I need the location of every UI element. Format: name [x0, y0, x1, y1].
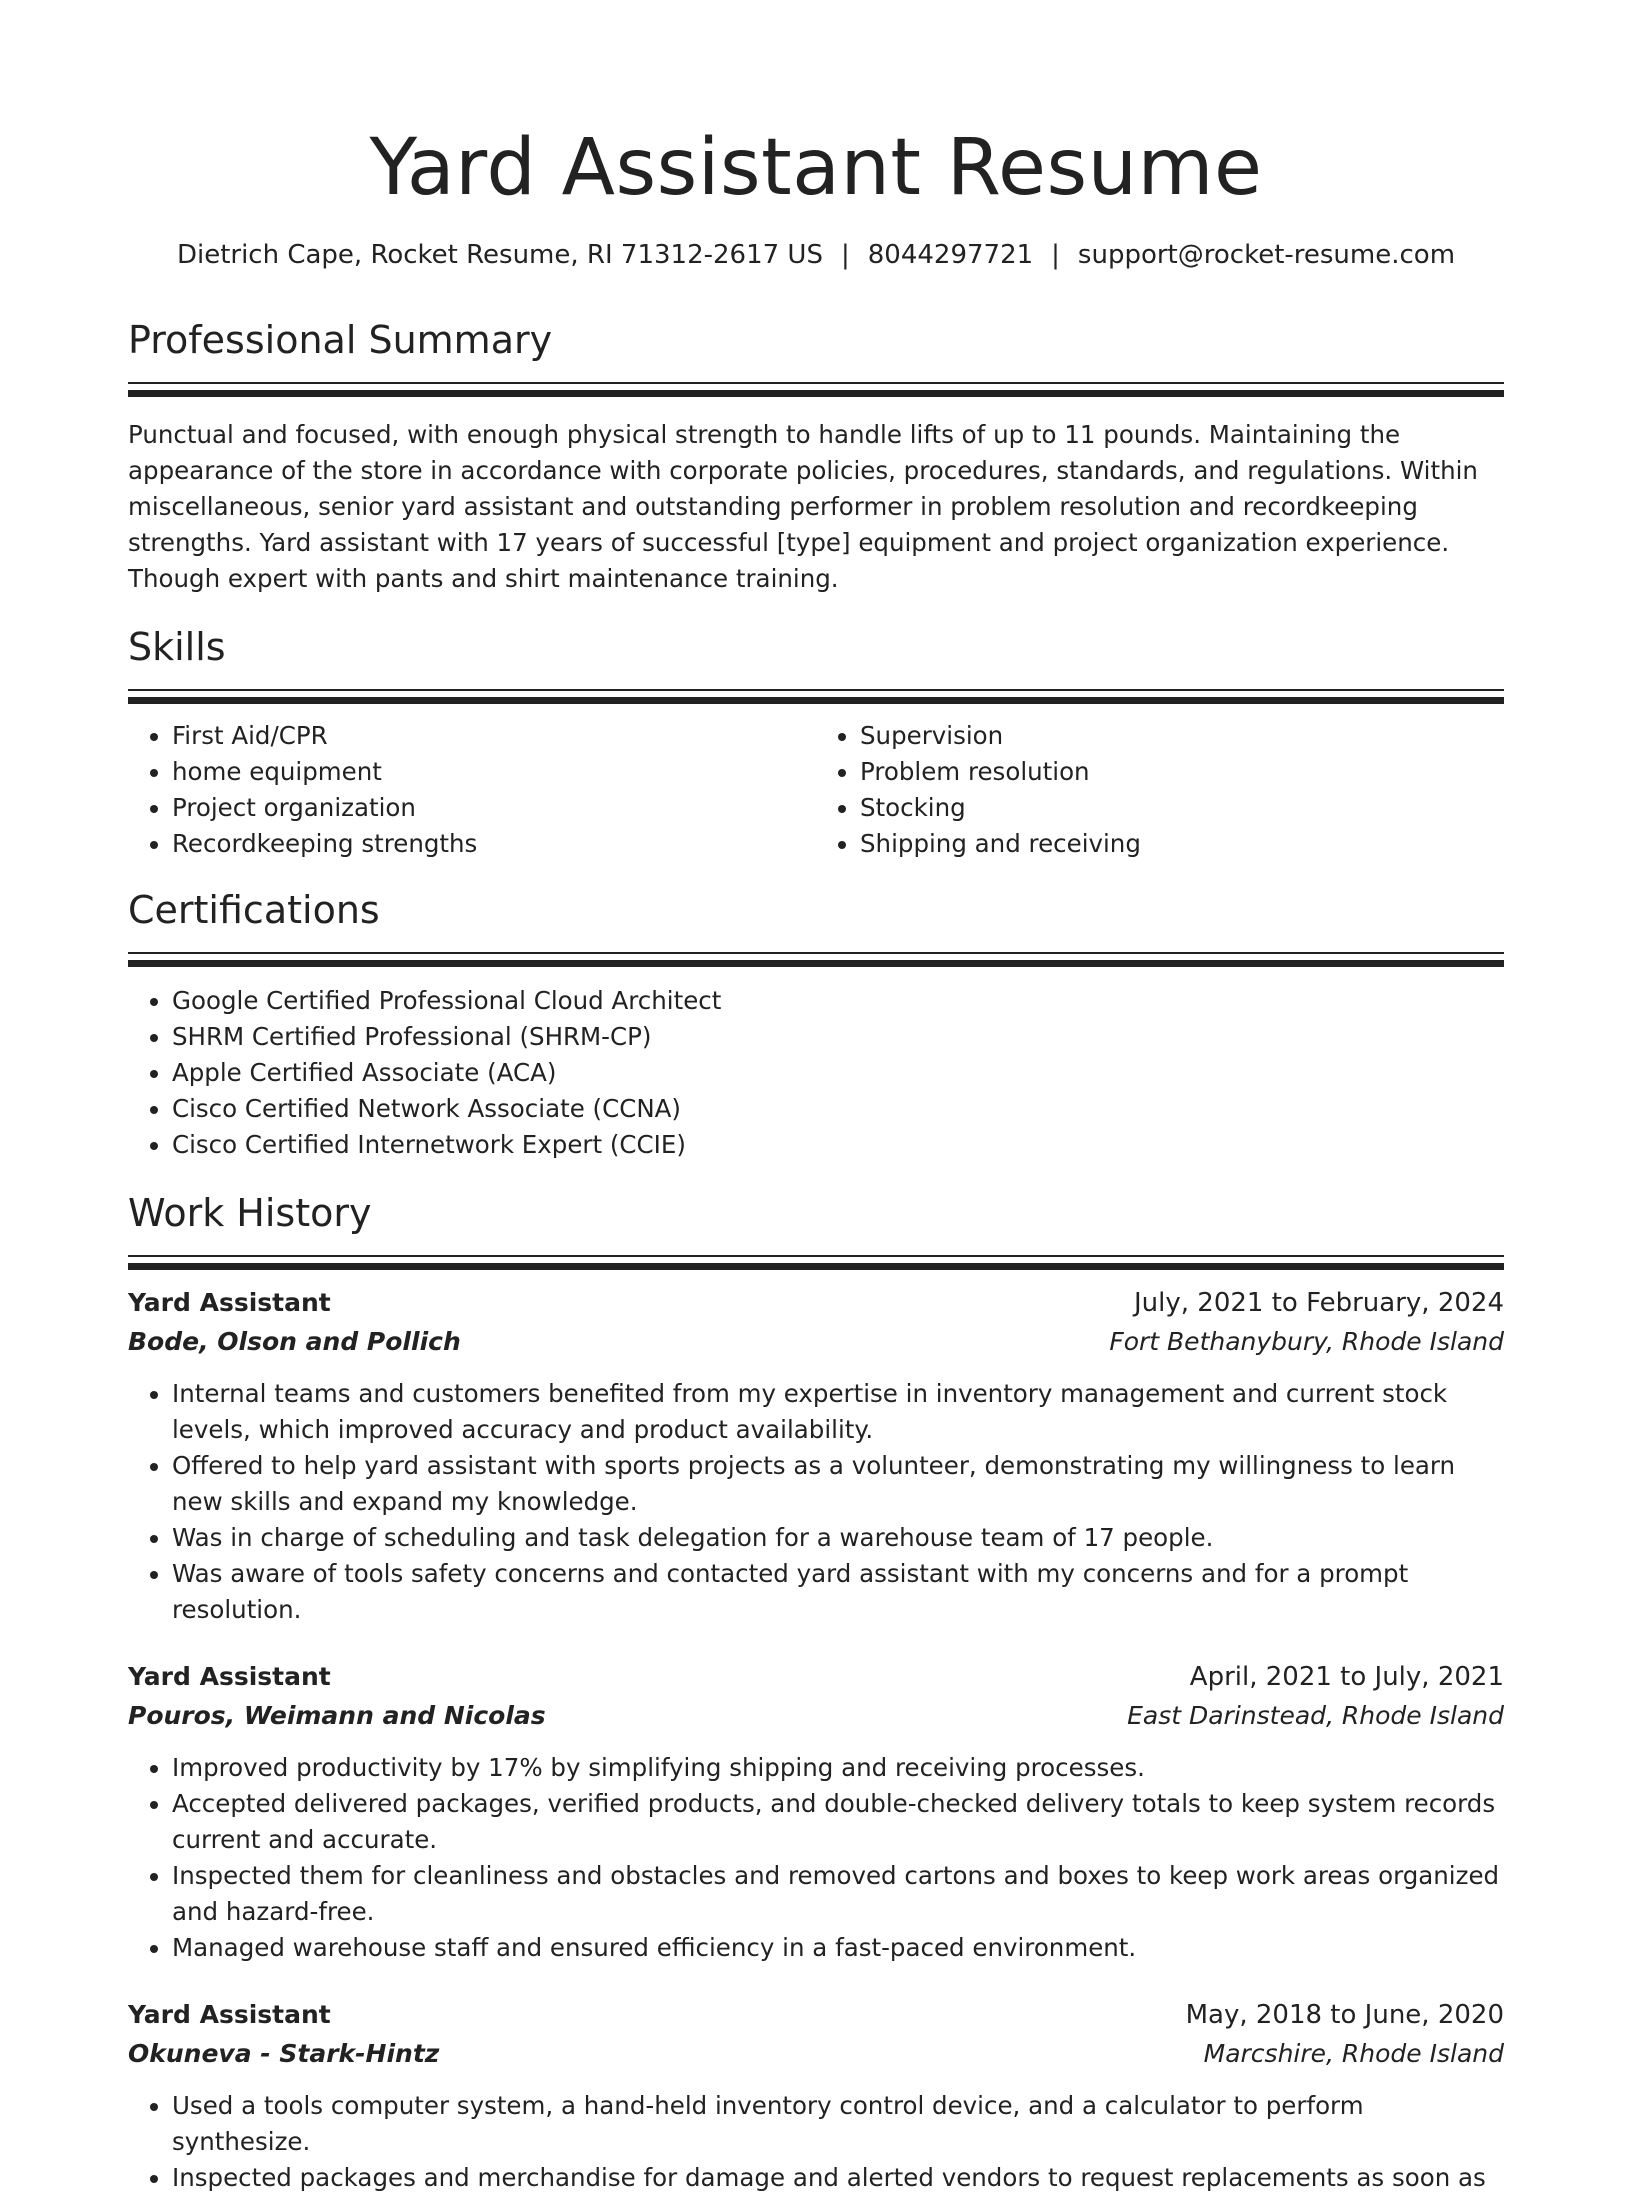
job-company: Okuneva - Stark-Hintz [128, 2039, 440, 2068]
skill-item: • Shipping and receiving [860, 826, 1504, 862]
skill-item: • Problem resolution [860, 754, 1504, 790]
job-entry [128, 1284, 1504, 1628]
certification-item: • Cisco Certified Internetwork Expert (CCIE) [172, 1127, 1504, 1163]
job-header-row [128, 1658, 1504, 1696]
section-rule-thin [128, 382, 1504, 384]
job-dates: July, 2021 to February, 2024 [1134, 1288, 1504, 1318]
summary-text: Punctual and focused, with enough physical strength to handle lifts of up to 11 pounds. Maintaining the appearance of the store in accordance with corporate policies, procedures, standards, and regulations. Within miscellaneous, senior yard assistant and outstanding performer in problem resolution and recordkeeping strengths. Yard assistant with 17 years of successful [type] equipment and project organization experience. Though expert with pants and shirt maintenance training. [128, 420, 1478, 593]
certifications-list [128, 983, 1504, 1163]
job-bullet: • Internal teams and customers benefited from my expertise in inventory management and current stock levels, which improved accuracy and product availability. [172, 1376, 1504, 1448]
contact-phone: 8044297721 [867, 240, 1034, 270]
job-location: East Darinstead, Rhode Island [1127, 1701, 1504, 1730]
work-history-heading: Work History [128, 1191, 372, 1235]
certification-item: • SHRM Certified Professional (SHRM-CP) [172, 1019, 1504, 1055]
contact-separator: | [840, 240, 850, 270]
summary-heading: Professional Summary [128, 318, 553, 362]
contact-separator: | [1051, 240, 1060, 270]
section-rule-thick [128, 960, 1504, 967]
job-bullets [128, 1750, 1504, 1966]
section-rule-thick [128, 697, 1504, 704]
job-bullet: • Was aware of tools safety concerns and contacted yard assistant with my concerns and for a prompt resolution. [172, 1556, 1504, 1628]
skill-item: • home equipment [172, 754, 816, 790]
section-rule-thin [128, 689, 1504, 691]
work-history-section [128, 1189, 1504, 2196]
job-bullet: • Inspected them for cleanliness and obstacles and removed cartons and boxes to keep work areas organized and hazard-free. [172, 1858, 1504, 1930]
summary-section [128, 316, 1504, 597]
certifications-section [128, 886, 1504, 1163]
section-rule-thick [128, 390, 1504, 397]
contact-line [128, 238, 1504, 272]
skills-list-left [128, 718, 816, 862]
job-entry [128, 1658, 1504, 1966]
skills-list-right [816, 718, 1504, 862]
job-bullet: • Inspected packages and merchandise for damage and alerted vendors to request replacements as soon as [172, 2160, 1504, 2196]
certification-item: • Cisco Certified Network Associate (CCNA) [172, 1091, 1504, 1127]
job-header-row [128, 1996, 1504, 2034]
skills-heading: Skills [128, 625, 226, 669]
skill-item: • Supervision [860, 718, 1504, 754]
job-title: Yard Assistant [128, 1288, 331, 1317]
job-title: Yard Assistant [128, 1662, 331, 1691]
job-bullets [128, 1376, 1504, 1628]
skills-section [128, 623, 1504, 862]
skill-item: • Project organization [172, 790, 816, 826]
certifications-heading: Certifications [128, 888, 380, 932]
section-rule-thin [128, 952, 1504, 954]
skill-item: • First Aid/CPR [172, 718, 816, 754]
job-bullet: • Offered to help yard assistant with sports projects as a volunteer, demonstrating my willingness to learn new skills and expand my knowledge. [172, 1448, 1504, 1520]
job-company: Pouros, Weimann and Nicolas [128, 1701, 546, 1730]
job-company-row [128, 1322, 1504, 1362]
skill-item: • Recordkeeping strengths [172, 826, 816, 862]
job-bullet: • Managed warehouse staff and ensured efficiency in a fast-paced environment. [172, 1930, 1504, 1966]
resume-title: Yard Assistant Resume [369, 123, 1263, 213]
job-title: Yard Assistant [128, 2000, 331, 2029]
job-company: Bode, Olson and Pollich [128, 1327, 461, 1356]
job-bullet: • Used a tools computer system, a hand-held inventory control device, and a calculator to perform synthesize. [172, 2088, 1504, 2160]
job-entry [128, 1996, 1504, 2196]
job-header-row [128, 1284, 1504, 1322]
contact-address: Dietrich Cape, Rocket Resume, RI 71312-2617 US [176, 240, 823, 270]
job-bullets [128, 2088, 1504, 2196]
certification-item: • Google Certified Professional Cloud Architect [172, 983, 1504, 1019]
job-company-row [128, 2034, 1504, 2074]
job-location: Marcshire, Rhode Island [1203, 2039, 1504, 2068]
skills-grid [128, 718, 1504, 862]
contact-email[interactable]: support@rocket-resume.com [1077, 240, 1456, 270]
job-location: Fort Bethanybury, Rhode Island [1109, 1327, 1504, 1356]
certification-item: • Apple Certified Associate (ACA) [172, 1055, 1504, 1091]
job-dates: April, 2021 to July, 2021 [1189, 1662, 1504, 1692]
job-bullet: • Improved productivity by 17% by simplifying shipping and receiving processes. [172, 1750, 1504, 1786]
section-rule-thin [128, 1255, 1504, 1257]
job-company-row [128, 1696, 1504, 1736]
section-rule-thick [128, 1263, 1504, 1270]
skill-item: • Stocking [860, 790, 1504, 826]
job-bullet: • Was in charge of scheduling and task delegation for a warehouse team of 17 people. [172, 1520, 1504, 1556]
job-bullet: • Accepted delivered packages, verified products, and double-checked delivery totals to keep system records current and accurate. [172, 1786, 1504, 1858]
job-dates: May, 2018 to June, 2020 [1185, 2000, 1504, 2030]
